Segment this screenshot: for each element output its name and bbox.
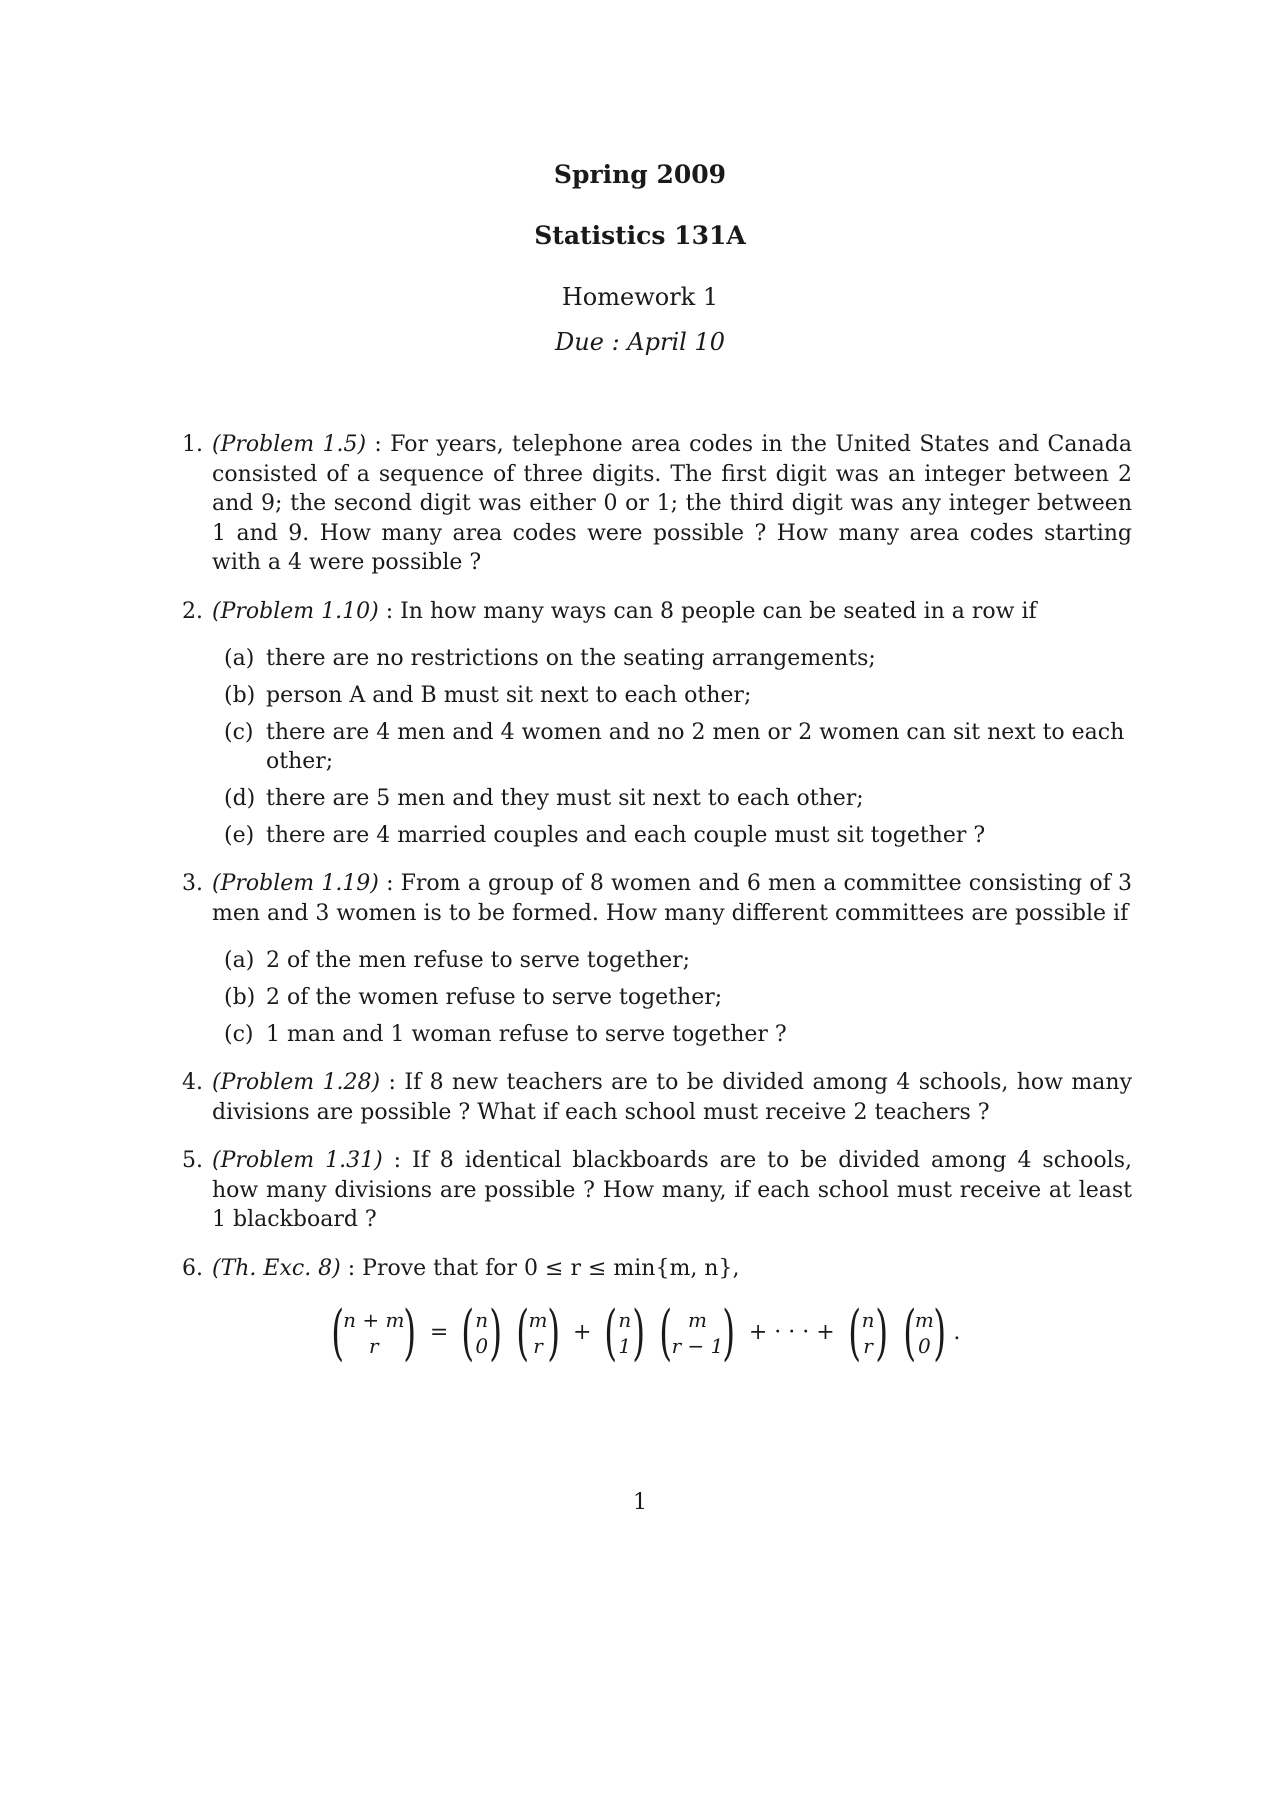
subproblem-label: (a) — [224, 948, 255, 973]
binom-top: m — [914, 1308, 934, 1332]
problem-number: 5. — [182, 1148, 203, 1173]
page-number: 1 — [633, 1490, 647, 1515]
binom-top: n + m — [343, 1308, 405, 1332]
binom-bottom: 0 — [475, 1334, 489, 1358]
binom-bottom: r — [863, 1334, 873, 1358]
subproblem-label: (c) — [224, 1022, 254, 1047]
ellipsis-sum: + · · · + — [748, 1320, 835, 1346]
problem-reference: (Problem 1.10) — [212, 598, 379, 624]
binom-top: m — [688, 1308, 707, 1332]
plus-sign: + — [572, 1320, 592, 1346]
problem-5 — [182, 1146, 1132, 1235]
equals-sign: = — [429, 1320, 449, 1346]
problem-3 — [182, 869, 1132, 1049]
binomial-term: ( n 0 ) — [461, 1298, 502, 1368]
course-title: Statistics 131A — [534, 221, 746, 250]
problem-text: : Prove that for 0 ≤ r ≤ min{m, n}, — [340, 1255, 740, 1281]
problem-text: : From a group of 8 women and 6 men a committee consisting of 3 men and 3 women is to be formed. How many different committees are possible if — [212, 871, 1132, 926]
subproblem — [224, 946, 1132, 975]
problem-6 — [182, 1254, 1132, 1368]
formula-period: . — [953, 1320, 961, 1346]
binom-bottom: r − 1 — [671, 1334, 724, 1358]
binom-bottom: r — [533, 1334, 543, 1358]
problem-reference: (Problem 1.31) — [212, 1148, 383, 1173]
due-date: Due : April 10 — [555, 328, 725, 356]
subproblem-text: person A and B must sit next to each other; — [266, 683, 752, 708]
vandermonde-identity — [212, 1298, 1132, 1368]
subproblem-text: 2 of the women refuse to serve together; — [266, 985, 723, 1010]
subproblem-text: there are no restrictions on the seating arrangements; — [266, 646, 876, 671]
subproblem — [224, 644, 1132, 673]
problem-2 — [182, 597, 1132, 851]
subproblem-label: (a) — [224, 646, 255, 671]
subproblem-label: (b) — [224, 985, 256, 1010]
subproblem — [224, 784, 1132, 813]
problem-4 — [182, 1068, 1132, 1127]
subproblem-text: there are 4 married couples and each couple must sit together ? — [266, 823, 986, 848]
semester-heading: Spring 2009 — [553, 160, 727, 189]
problem-text: : If 8 identical blackboards are to be divided among 4 schools, how many divisions are possible ? How many, if each school must receive at least 1 blackboard ? — [212, 1148, 1132, 1232]
subproblem-label: (e) — [224, 823, 255, 848]
problem-reference: (Problem 1.28) — [212, 1070, 381, 1095]
subproblem-text: there are 5 men and they must sit next to each other; — [266, 786, 864, 811]
problem-reference: (Problem 1.5) — [212, 432, 367, 457]
problem-number: 4. — [182, 1070, 203, 1095]
binomial-term: ( m r ) — [516, 1298, 560, 1368]
problem-text: : For years, telephone area codes in the United States and Canada consisted of a sequence of three digits. The first digit was an integer between 2 and 9; the second digit was either 0 or 1; the third digit was any integer between 1 and 9. How many area codes were possible ? How many area codes starting with a 4 were possible ? — [212, 432, 1132, 575]
subproblem-text: 2 of the men refuse to serve together; — [266, 948, 691, 973]
problem-reference: (Th. Exc. 8) — [212, 1255, 341, 1281]
problem-1 — [182, 430, 1132, 578]
problem-number: 6. — [182, 1255, 203, 1281]
problem-number: 1. — [182, 432, 203, 457]
binom-bottom: 0 — [918, 1334, 931, 1358]
subproblem-text: 1 man and 1 woman refuse to serve together ? — [266, 1022, 787, 1047]
subproblem — [224, 983, 1132, 1012]
subproblem — [224, 1020, 1132, 1049]
subproblem — [224, 718, 1132, 776]
subproblem-label: (b) — [224, 683, 256, 708]
problem-reference: (Problem 1.19) — [212, 871, 379, 896]
subproblem — [224, 821, 1132, 850]
problem-number: 2. — [182, 598, 203, 624]
binomial-term: ( m r − 1 ) — [659, 1298, 736, 1368]
subproblem-list — [212, 946, 1132, 1049]
subproblem-label: (d) — [224, 786, 256, 811]
binomial-term: ( n r ) — [847, 1298, 889, 1368]
binomial-term: ( m 0 ) — [902, 1298, 947, 1368]
subproblem-list — [212, 644, 1132, 850]
binom-top: n — [618, 1308, 632, 1332]
binomial-term: ( n 1 ) — [604, 1298, 645, 1368]
subproblem-text: there are 4 men and 4 women and no 2 men or 2 women can sit next to each other; — [266, 720, 1125, 774]
binom-bottom: 1 — [618, 1334, 632, 1358]
binomial-lhs: ( n + m r ) — [330, 1298, 417, 1368]
problem-number: 3. — [182, 871, 203, 896]
problem-text: : In how many ways can 8 people can be seated in a row if — [378, 598, 1037, 624]
problem-text: : If 8 new teachers are to be divided among 4 schools, how many divisions are possible ? What if each school must receive 2 teachers ? — [212, 1070, 1132, 1125]
assignment-title: Homework 1 — [561, 283, 719, 311]
problem-list — [182, 430, 1132, 1382]
binom-top: n — [861, 1308, 875, 1332]
subproblem — [224, 681, 1132, 710]
binom-top: m — [528, 1308, 548, 1332]
subproblem-label: (c) — [224, 720, 254, 745]
binom-bottom: r — [368, 1334, 379, 1358]
binom-top: n — [475, 1308, 489, 1332]
